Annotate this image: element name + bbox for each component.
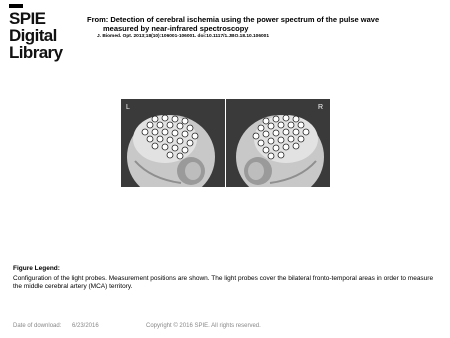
right-head-panel [226,99,330,187]
figure-legend-title: Figure Legend: [13,265,60,272]
right-label: R [318,104,324,111]
download-date-label: Date of download: [13,323,62,329]
left-head-panel [121,99,225,187]
left-label: L [126,104,130,111]
copyright-notice: Copyright © 2016 SPIE. All rights reserved. [146,323,261,329]
article-header [87,15,447,41]
article-citation: J. Biomed. Opt. 2013;18(10):106001-106001. doi:10.1117/1.JBO.18.10.106001 [97,34,269,39]
logo-bar [9,4,23,8]
article-title-line-2: measured by near-infrared spectroscopy [103,24,249,33]
figure-image [121,99,330,187]
download-date-value: 6/23/2016 [72,323,99,329]
article-title-line-1: From: Detection of cerebral ischemia using the power spectrum of the pulse wave [87,15,380,24]
figure-legend-text: Configuration of the light probes. Measurement positions are shown. The light probes cover the bilateral fronto-temporal areas in order to measure the middle cerebral artery (MCA) territory. [13,275,434,290]
logo-line-3: Library [9,43,63,62]
logo-line-1: SPIE [9,9,46,28]
logo-line-2: Digital [9,26,57,45]
